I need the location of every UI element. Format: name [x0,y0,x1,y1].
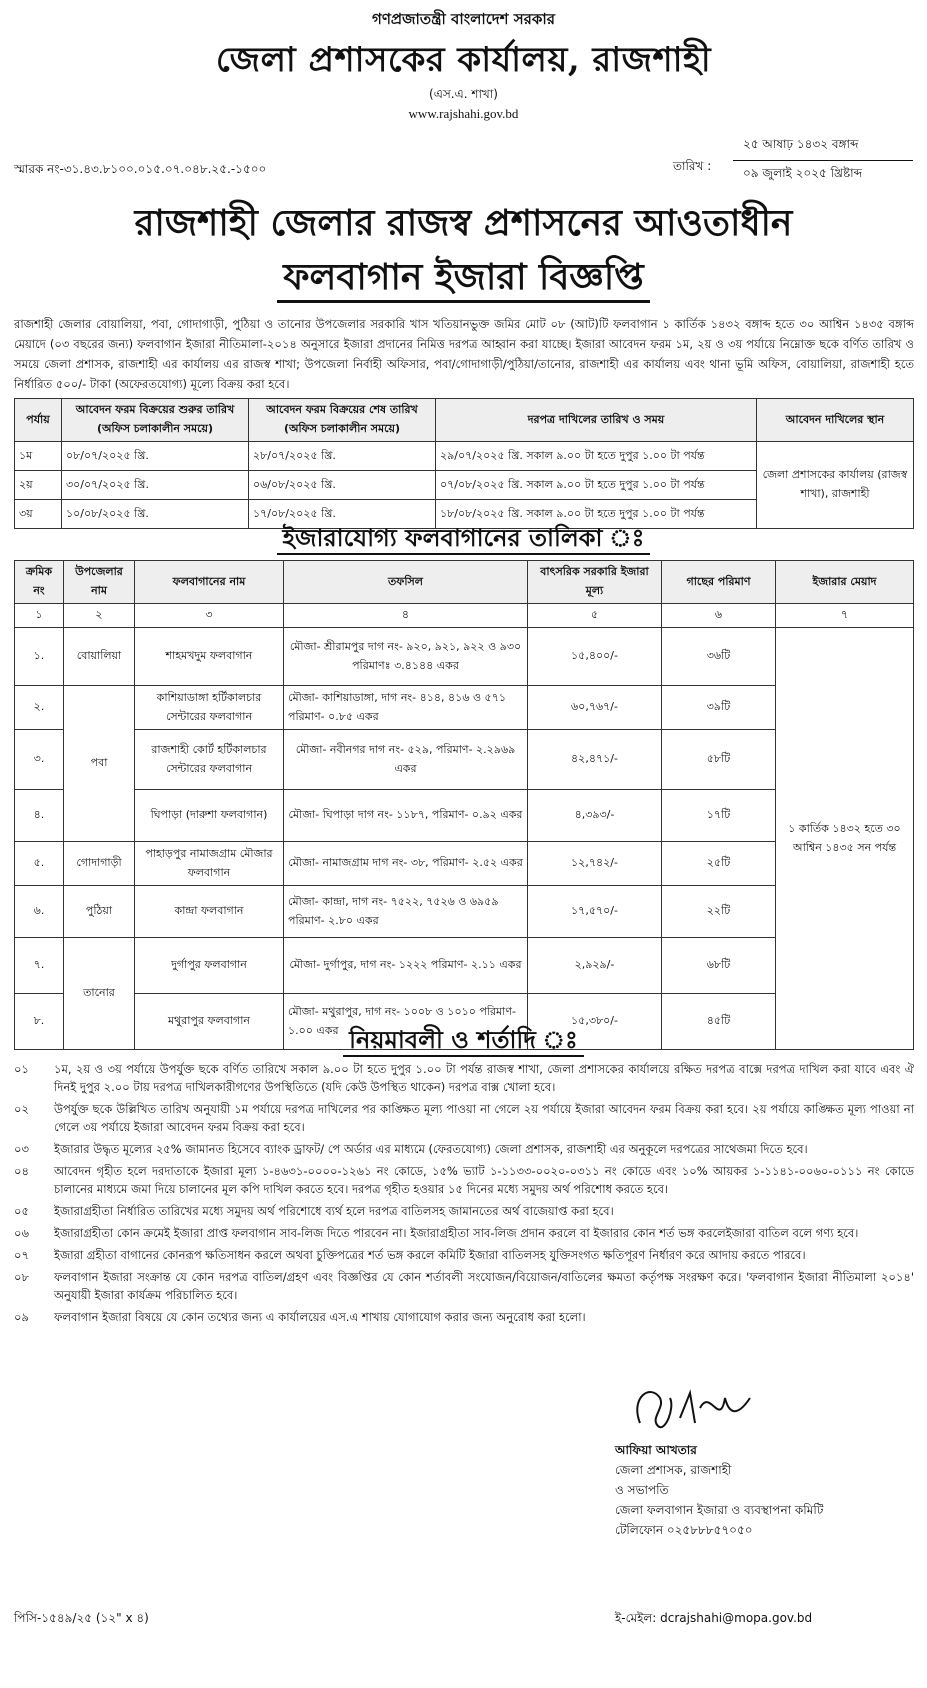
rule-number: ০৭ [14,1248,29,1262]
rule-text: উপর্যুক্ত ছকে উল্লিখিত তারিখ অনুযায়ী ১ম পর্যায়ে দরপত্র দাখিলের পর কাঙ্ক্ষিত মূল্য পাওয়া না গেলে ২য় পর্যায়ে ইজারা আবেদন ফরম বিক্রয় করা হবে। ২য় পর্যায়ে কাঙ্ক্ষিত মূল্য পাওয়া না গেলে ৩য় পর্যায়ে ইজারা আবেদন ফরম বিক্রয় করা হবে। [54,1102,914,1134]
schedule-header: পর্যায় [15,399,62,442]
garden-price: ৬০,৭৬৭/- [528,686,662,730]
rule-item [14,1100,914,1136]
rule-item [14,1202,914,1220]
schedule-cell: ২৯/০৭/২০২৫ খ্রি. সকাল ৯.০০ টা হতে দুপুর ১.০০ টা পর্যন্ত [436,442,757,471]
schedule-header: আবেদন ফরম বিক্রয়ের শুরুর তারিখ (অফিস চলাকালীন সময়ে) [62,399,249,442]
garden-header: তফসিল [284,561,528,604]
rule-text: ১ম, ২য় ও ৩য় পর্যায়ে উপর্যুক্ত ছকে বর্ণিত তারিখে সকাল ৯.০০ টা হতে দুপুর ১.০০ টা পর্যন্ত রাজস্ব শাখা, জেলা প্রশাসকের কার্যালয়ে রক্ষিত দরপত্র বাক্সে দরপত্র দাখিল করা যাবে এবং ঐ দিনই দুপুর ২.০০ টায় দরপত্র দাখিলকারীগণের উপস্থিতিতে (যদি কেউ উপস্থিত থাকেন) দরপত্র বাক্স খোলা হবে। [54,1062,914,1094]
garden-trees: ২২টি [662,886,776,938]
schedule-cell: ৩০/০৭/২০২৫ খ্রি. [62,471,249,500]
rules-list [14,1060,914,1330]
col-number: ১ [15,604,64,628]
garden-header: গাছের পরিমাণ [662,561,776,604]
rule-number: ০৩ [14,1142,29,1156]
date-english: ০৯ জুলাই ২০২৫ খ্রিষ্টাব্দ [743,166,863,180]
lease-term: ১ কার্তিক ১৪৩২ হতে ৩০ আশ্বিন ১৪৩৫ সন পর্যন্ত [776,628,914,1050]
schedule-header: আবেদন ফরম বিক্রয়ের শেষ তারিখ (অফিস চলাকালীন সময়ে) [249,399,436,442]
garden-trees: ৩৯টি [662,686,776,730]
schedule-header: দরপত্র দাখিলের তারিখ ও সময় [436,399,757,442]
garden-price: ১২,৭৪২/- [528,842,662,886]
schedule-cell: ২য় [15,471,62,500]
col-number: ৫ [528,604,662,628]
garden-upazila: পবা [64,686,135,842]
garden-detail: মৌজা- কান্দ্রা, দাগ নং- ৭৫২২, ৭৫২৬ ও ৬৯৫৯ পরিমাণ- ২.৮০ একর [284,886,528,938]
signatory-email: ই-মেইল: dcrajshahi@mopa.gov.bd [615,1611,813,1625]
garden-sl: ২. [15,686,64,730]
col-number: ৭ [776,604,914,628]
garden-name: পাহাড়পুর নামাজগ্রাম মৌজার ফলবাগান [135,842,284,886]
rule-number: ০৫ [14,1204,29,1218]
rule-text: ফলবাগান ইজারা বিষয়ে যে কোন তথ্যের জন্য এ কার্যালয়ের এস.এ শাখায় যোগাযোগ করার জন্য অনুরোধ করা হলো। [54,1310,586,1324]
rules-title [0,1022,927,1062]
schedule-cell: ০৬/০৮/২০২৫ খ্রি. [249,471,436,500]
rule-item [14,1060,914,1096]
date-divider [733,160,913,161]
schedule-row [15,442,914,471]
notice-title-line1: রাজশাহী জেলার রাজস্ব প্রশাসনের আওতাধীন [134,202,793,244]
rule-item [14,1140,914,1158]
print-reference: পিসি-১৫৪৯/২৫ (১২" x ৪) [14,1611,149,1625]
garden-sl: ৬. [15,886,64,938]
garden-sl: ৪. [15,790,64,842]
garden-detail: মৌজা- মথুরাপুর, দাগ নং- ১০০৮ ও ১০১০ পরিমাণ- ১.০০ একর [284,994,528,1050]
garden-price: ১৫,৪০০/- [528,628,662,686]
garden-table [14,560,914,1050]
rule-text: ইজারাগ্রহীতা কোন ক্রমেই ইজারা প্রাপ্ত ফলবাগান সাব-লিজ দিতে পারবেন না। ইজারাগ্রহীতা সাব-লিজ প্রদান করলে বা ইজারার কোন শর্ত ভঙ্গ করলেইজারা বাতিল বলে গণ্য হবে। [54,1226,859,1240]
date-block [673,136,913,185]
office-name: জেলা প্রশাসকের কার্যালয়, রাজশাহী [215,40,712,80]
garden-price: ২,৯২৯/- [528,938,662,994]
website: www.rajshahi.gov.bd [408,106,519,121]
signatory-name: আফিয়া আখতার [615,1443,697,1457]
garden-detail: মৌজা- নামাজগ্রাম দাগ নং- ৩৮, পরিমাণ- ২.৫২ একর [284,842,528,886]
schedule-cell: ১৭/০৮/২০২৫ খ্রি. [249,500,436,529]
memo-number: স্মারক নং-৩১.৪৩.৮১০০.০১৫.০৭.০৪৮.২৫.-১৫০০ [14,162,267,176]
garden-trees: ৩৬টি [662,628,776,686]
schedule-place: জেলা প্রশাসকের কার্যালয় (রাজস্ব শাখা), রাজশাহী [757,442,914,529]
garden-detail: মৌজা- ঘিপাড়া দাগ নং- ১১৮৭, পরিমাণ- ০.৯২ একর [284,790,528,842]
garden-header: ক্রমিক নং [15,561,64,604]
col-number: ৩ [135,604,284,628]
garden-name: শাহমখদুম ফলবাগান [135,628,284,686]
rule-text: ইজারাগ্রহীতা নির্ধারিত তারিখের মধ্যে সমুদয় অর্থ পরিশোধে ব্যর্থ হলে দরপত্র বাতিলসহ জামানতের অর্থ বাজেয়াপ্ত করা হবে। [54,1204,614,1218]
intro-paragraph: রাজশাহী জেলার বোয়ালিয়া, পবা, গোদাগাড়ী, পুঠিয়া ও তানোর উপজেলার সরকারি খাস খতিয়ানভুক্ত জমির মোট ০৮ (আট)টি ফলবাগান ১ কার্তিক ১৪৩২ বঙ্গাব্দ হতে ৩০ আশ্বিন ১৪৩৫ বঙ্গাব্দ মেয়াদে (০৩ বছরের জন্য) ফলবাগান ইজারা নীতিমালা-২০১৪ অনুসারে ইজারা প্রদানের নিমিত্ত দরপত্র আহ্বান করা যাচ্ছে। ইজারা আবেদন ফরম ১ম, ২য় ও ৩য় পর্যায়ে নিম্নোক্ত ছকে বর্ণিত তারিখ ও সময়ে জেলা প্রশাসক, রাজশাহী এর কার্যালয় এর রাজস্ব শাখা; উপজেলা নির্বাহী অফিসার, পবা/গোদাগাড়ী/পুঠিয়া/তানোর, রাজশাহী এর কার্যালয় এবং থানা ভূমি অফিস, বোয়ালিয়া, রাজশাহী হতে নির্ধারিত ৫০০/- টাকা (অফেরতযোগ্য) মূল্যে বিক্রয় করা হবে। [14,317,914,391]
garden-header: ইজারার মেয়াদ [776,561,914,604]
garden-trees: ৬৮টি [662,938,776,994]
garden-sl: ৭. [15,938,64,994]
signatory-role: ও সভাপতি [615,1483,669,1497]
signatory-phone: টেলিফোন ০২৫৮৮৮৫৭০৫০ [615,1523,753,1537]
garden-detail: মৌজা- কাশিয়াডাঙ্গা, দাগ নং- ৪১৪, ৪১৬ ও ৫৭১ পরিমাণ- ০.৮৫ একর [284,686,528,730]
garden-detail: মৌজা- শ্রীরামপুর দাগ নং- ৯২০, ৯২১, ৯২২ ও ৯৩০ পরিমাণঃ ৩.৪১৪৪ একর [284,628,528,686]
garden-price: ১৭,৫৭০/- [528,886,662,938]
garden-trees: ৪৫টি [662,994,776,1050]
rule-item [14,1162,914,1198]
garden-upazila: তানোর [64,938,135,1050]
rule-number: ০৮ [14,1270,29,1284]
signature-image [620,1378,820,1436]
rule-item [14,1246,914,1264]
garden-price: ১৫,৩৮০/- [528,994,662,1050]
signatory-role: জেলা প্রশাসক, রাজশাহী [615,1463,732,1477]
schedule-header: আবেদন দাখিলের স্থান [757,399,914,442]
garden-header: বাৎসরিক সরকারি ইজারা মূল্য [528,561,662,604]
garden-name: কাশিয়াডাঙ্গা হর্টিকালচার সেন্টারের ফলবাগান [135,686,284,730]
garden-sl: ১. [15,628,64,686]
garden-name: ঘিপাড়া (দারুশা ফলবাগান) [135,790,284,842]
rule-number: ০২ [14,1102,29,1116]
garden-name: মথুরাপুর ফলবাগান [135,994,284,1050]
col-number: ৬ [662,604,776,628]
schedule-cell: ১০/০৮/২০২৫ খ্রি. [62,500,249,529]
rule-text: আবেদন গৃহীত হলে দরদাতাকে ইজারা মূল্য ১-৪৬৩১-০০০০-১২৬১ নং কোডে, ১৫% ভ্যাট ১-১১৩৩-০০২০-০৩১১ নং কোডে এবং ১০% আয়কর ১-১১৪১-০০৬০-০১১১ নং কোডে চালানের মাধ্যমে জমা দিয়ে চালানের মূল কপি দাখিল করতে হবে। দরপত্র গৃহীত হওয়ার ১৫ দিনের মধ্যে সমুদয় অর্থ পরিশোধ করতে হবে। [54,1164,914,1196]
garden-trees: ১৭টি [662,790,776,842]
date-label: তারিখ : [673,159,712,173]
rule-number: ০৯ [14,1310,29,1324]
garden-list-title-text: ইজারাযোগ্য ফলবাগানের তালিকা ঃ [277,523,651,555]
schedule-cell: ১৮/০৮/২০২৫ খ্রি. সকাল ৯.০০ টা হতে দুপুর ১.০০ টা পর্যন্ত [436,500,757,529]
rule-number: ০৪ [14,1164,29,1178]
notice-title-line2 [0,250,927,310]
schedule-table [14,398,914,529]
rule-number: ০১ [14,1062,29,1076]
garden-upazila: বোয়ালিয়া [64,628,135,686]
garden-price: ৪,৩৯৩/- [528,790,662,842]
rule-text: ইজারার উদ্ধৃত মূল্যের ২৫% জামানত হিসেবে ব্যাংক ড্রাফট/ পে অর্ডার এর মাধ্যমে (ফেরতযোগ্য) জেলা প্রশাসক, রাজশাহী এর অনুকূলে দরপত্রের সাথেজমা দিতে হবে। [54,1142,808,1156]
garden-name: কান্দ্রা ফলবাগান [135,886,284,938]
garden-name: দুর্গাপুর ফলবাগান [135,938,284,994]
garden-detail: মৌজা- নবীনগর দাগ নং- ৫২৯, পরিমাণ- ২.২৯৬৯ একর [284,730,528,790]
rule-text: ইজারা গ্রহীতা বাগানের কোনরূপ ক্ষতিসাধন করলে অথবা চুক্তিপত্রের শর্ত ভঙ্গ করলে কমিটি ইজারা বাতিলসহ যুক্তিসংগত ক্ষতিপূরণ নির্ধারণ করে আদায় করতে পারবে। [54,1248,806,1262]
rule-item [14,1268,914,1304]
garden-upazila: গোদাগাড়ী [64,842,135,886]
garden-header: উপজেলার নাম [64,561,135,604]
garden-sl: ৮. [15,994,64,1050]
garden-trees: ৫৮টি [662,730,776,790]
garden-header: ফলবাগানের নাম [135,561,284,604]
schedule-cell: ০৭/০৮/২০২৫ খ্রি. সকাল ৯.০০ টা হতে দুপুর ১.০০ টা পর্যন্ত [436,471,757,500]
schedule-cell: ১ম [15,442,62,471]
garden-list-title [0,520,927,560]
garden-detail: মৌজা- দুর্গাপুর, দাগ নং- ১২২২ পরিমাণ- ২.১১ একর [284,938,528,994]
signature-block [615,1440,915,1540]
schedule-cell: ৩য় [15,500,62,529]
schedule-cell: ০৮/০৭/২০২৫ খ্রি. [62,442,249,471]
garden-name: রাজশাহী কোর্ট হর্টিকালচার সেন্টারের ফলবাগান [135,730,284,790]
schedule-cell: ২৮/০৭/২০২৫ খ্রি. [249,442,436,471]
garden-sl: ৩. [15,730,64,790]
garden-trees: ২৫টি [662,842,776,886]
rule-number: ০৬ [14,1226,29,1240]
rule-text: ফলবাগান ইজারা সংক্রান্ত যে কোন দরপত্র বাতিল/গ্রহণ এবং বিজ্ঞপ্তির যে কোন শর্তাবলী সংযোজন/বিয়োজন/বাতিলের ক্ষমতা কর্তৃপক্ষ সংরক্ষণ করে। 'ফলবাগান ইজারা নীতিমালা ২০১৪' অনুযায়ী ইজারা কার্যক্রম পরিচালিত হবে। [54,1270,914,1302]
signatory-role: জেলা ফলবাগান ইজারা ও ব্যবস্থাপনা কমিটি [615,1503,824,1517]
rule-item [14,1308,914,1326]
government-name: গণপ্রজাতন্ত্রী বাংলাদেশ সরকার [372,10,555,28]
col-number: ৪ [284,604,528,628]
garden-upazila: পুঠিয়া [64,886,135,938]
rules-title-text: নিয়মাবলী ও শর্তাদি ঃ [343,1025,584,1057]
rule-item [14,1224,914,1242]
garden-price: ৪২,৪৭১/- [528,730,662,790]
garden-row [15,628,914,686]
branch-name: (এস.এ. শাখা) [429,87,498,101]
col-number: ২ [64,604,135,628]
garden-sl: ৫. [15,842,64,886]
date-bangla: ২৫ আষাঢ় ১৪৩২ বঙ্গাব্দ [743,137,859,151]
notice-title-text: ফলবাগান ইজারা বিজ্ঞপ্তি [277,256,650,303]
